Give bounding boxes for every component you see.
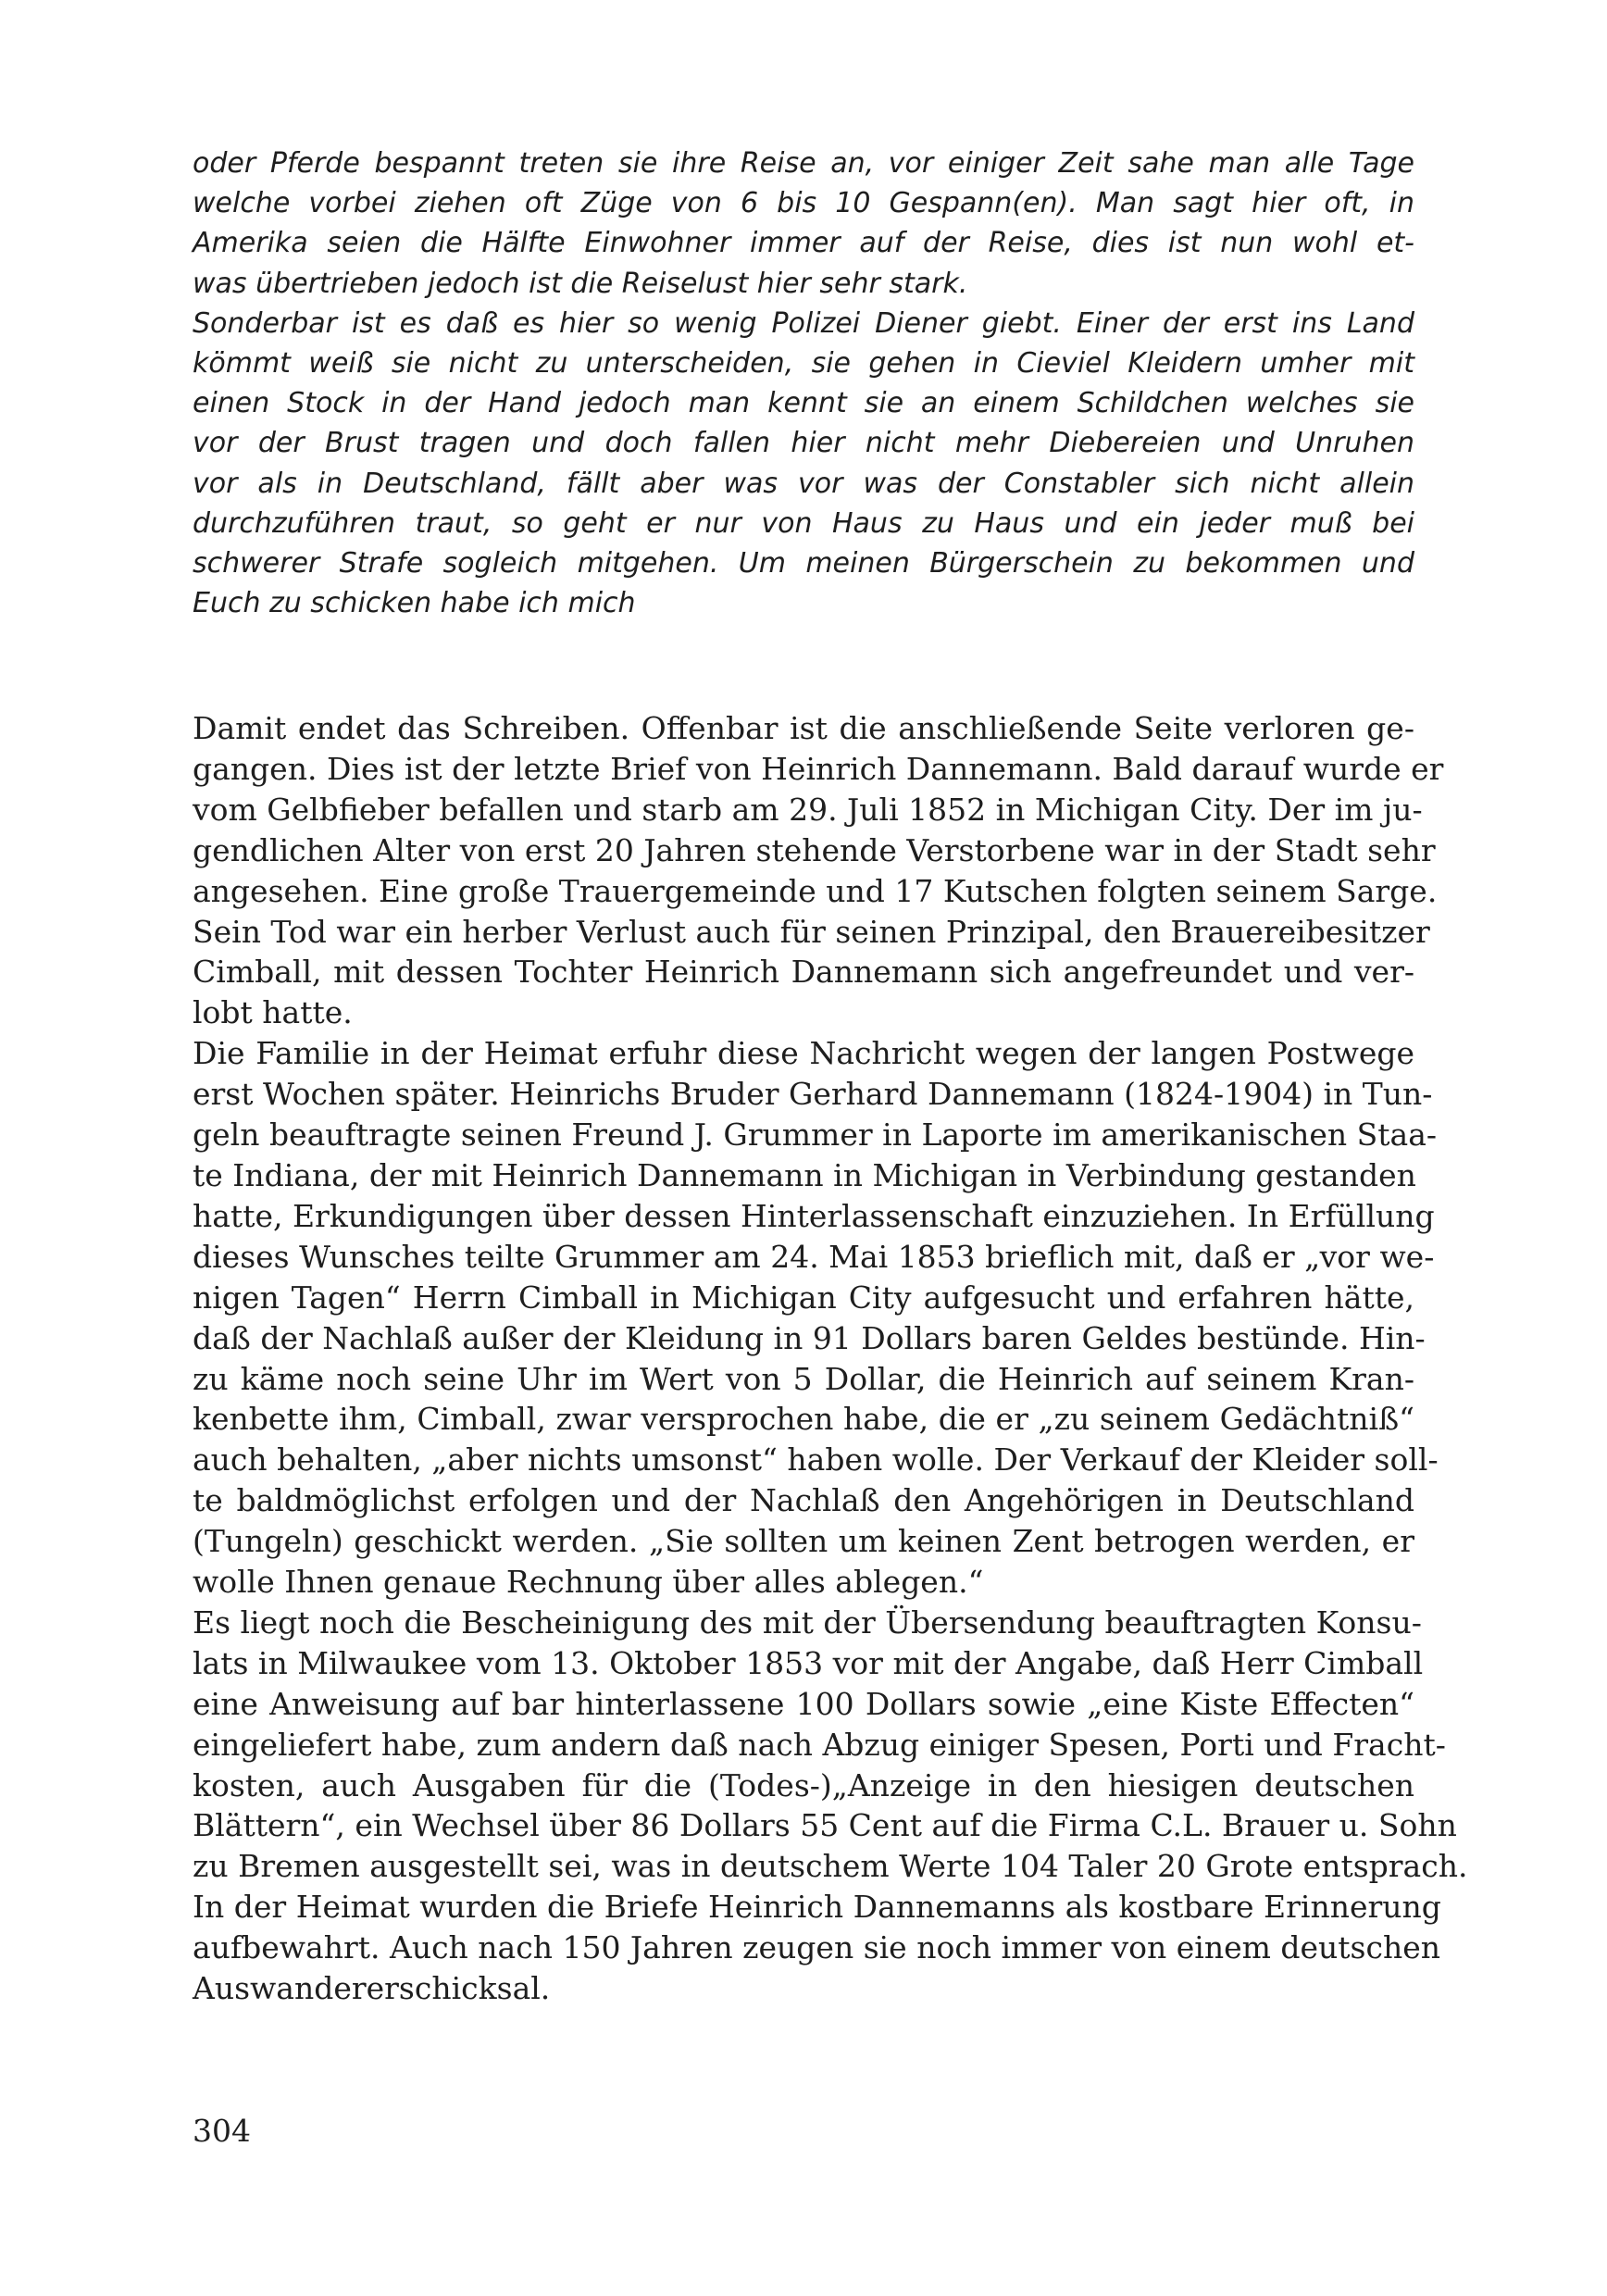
letter-line: schwerer Strafe sogleich mitgehen. Um meinen Bürgerschein zu bekommen und bbox=[193, 547, 1414, 580]
body-line: eingeliefert habe, zum andern daß nach Abzug einiger Spesen, Porti und Fracht- bbox=[193, 1726, 1446, 1763]
body-line: te Indiana, der mit Heinrich Dannemann in Michigan in Verbindung gestanden bbox=[193, 1156, 1416, 1193]
body-line: te baldmöglichst erfolgen und der Nachlaß den Angehörigen in Deutschland bbox=[193, 1482, 1414, 1519]
body-line: Es liegt noch die Bescheinigung des mit der Übersendung beauftragten Konsu- bbox=[193, 1603, 1422, 1641]
body-line: Die Familie in der Heimat erfuhr diese Nachricht wegen der langen Postwege bbox=[193, 1035, 1414, 1072]
body-line: wolle Ihnen genaue Rechnung über alles ablegen.“ bbox=[193, 1564, 984, 1601]
body-line: auch behalten, „aber nichts umsonst“ haben wolle. Der Verkauf der Kleider soll- bbox=[193, 1441, 1439, 1479]
letter-line: welche vorbei ziehen oft Züge von 6 bis 10 Gespann(en). Man sagt hier oft, in bbox=[193, 187, 1414, 220]
body-line: Cimball, mit dessen Tochter Heinrich Dannemann sich angefreundet und ver- bbox=[193, 954, 1414, 991]
body-line: daß der Nachlaß außer der Kleidung in 91 Dollars baren Geldes bestünde. Hin- bbox=[193, 1319, 1426, 1356]
letter-line: kömmt weiß sie nicht zu unterscheiden, sie gehen in Cieviel Kleidern umher mit bbox=[193, 347, 1414, 381]
body-line: erst Wochen später. Heinrichs Bruder Gerhard Dannemann (1824-1904) in Tun- bbox=[193, 1076, 1433, 1113]
body-line: lobt hatte. bbox=[193, 994, 353, 1031]
body-line: Sein Tod war ein herber Verlust auch für seinen Prinzipal, den Brauereibesitzer bbox=[193, 913, 1430, 950]
letter-line: was übertrieben jedoch ist die Reiselust hier sehr stark. bbox=[193, 267, 968, 300]
body-line: In der Heimat wurden die Briefe Heinrich Dannemanns als kostbare Erinnerung bbox=[193, 1889, 1441, 1926]
body-line: nigen Tagen“ Herrn Cimball in Michigan City aufgesucht und erfahren hätte, bbox=[193, 1279, 1414, 1316]
letter-line: vor als in Deutschland, fällt aber was vor was der Constabler sich nicht allein bbox=[193, 467, 1414, 500]
body-line: geln beauftragte seinen Freund J. Grummer in Laporte im amerikanischen Staa- bbox=[193, 1117, 1438, 1154]
body-line: Damit endet das Schreiben. Offenbar ist die anschließende Seite verloren ge- bbox=[193, 710, 1414, 746]
body-line: hatte, Erkundigungen über dessen Hinterlassenschaft einzuziehen. In Erfüllung bbox=[193, 1197, 1435, 1234]
body-text bbox=[193, 708, 1468, 2009]
letter-excerpt bbox=[193, 144, 1414, 623]
body-line: lats in Milwaukee vom 13. Oktober 1853 vor mit der Angabe, daß Herr Cimball bbox=[193, 1644, 1424, 1681]
body-line: Blättern“, ein Wechsel über 86 Dollars 55 Cent auf die Firma C.L. Brauer u. Sohn bbox=[193, 1807, 1457, 1844]
body-line: kosten, auch Ausgaben für die (Todes-)„Anzeige in den hiesigen deutschen bbox=[193, 1766, 1414, 1803]
body-line: eine Anweisung auf bar hinterlassene 100 Dollars sowie „eine Kiste Effecten“ bbox=[193, 1685, 1414, 1722]
body-line: vom Gelbfieber befallen und starb am 29. Juli 1852 in Michigan City. Der im ju- bbox=[193, 791, 1423, 828]
body-line: zu Bremen ausgestellt sei, was in deutschem Werte 104 Taler 20 Grote entsprach. bbox=[193, 1848, 1468, 1885]
letter-line: Amerika seien die Hälfte Einwohner immer auf der Reise, dies ist nun wohl et- bbox=[193, 227, 1414, 260]
body-line: Auswandererschicksal. bbox=[193, 1970, 551, 2007]
body-line: gendlichen Alter von erst 20 Jahren stehende Verstorbene war in der Stadt sehr bbox=[193, 831, 1436, 868]
body-line: angesehen. Eine große Trauergemeinde und 17 Kutschen folgten seinem Sarge. bbox=[193, 872, 1438, 909]
letter-line: durchzuführen traut, so geht er nur von Haus zu Haus und ein jeder muß bei bbox=[193, 506, 1414, 540]
letter-line: einen Stock in der Hand jedoch man kennt sie an einem Schildchen welches sie bbox=[193, 387, 1414, 420]
letter-line: oder Pferde bespannt treten sie ihre Reise an, vor einiger Zeit sahe man alle Tage bbox=[193, 147, 1414, 180]
page-number: 304 bbox=[193, 2113, 251, 2149]
body-line: kenbette ihm, Cimball, zwar versprochen habe, die er „zu seinem Gedächtniß“ bbox=[193, 1401, 1414, 1438]
body-line: dieses Wunsches teilte Grummer am 24. Mai 1853 brieflich mit, daß er „vor we- bbox=[193, 1238, 1435, 1275]
body-line: (Tungeln) geschickt werden. „Sie sollten um keinen Zent betrogen werden, er bbox=[193, 1523, 1414, 1560]
body-line: aufbewahrt. Auch nach 150 Jahren zeugen sie noch immer von einem deutschen bbox=[193, 1929, 1441, 1966]
body-line: gangen. Dies ist der letzte Brief von Heinrich Dannemann. Bald darauf wurde er bbox=[193, 750, 1444, 787]
letter-line: Euch zu schicken habe ich mich bbox=[193, 587, 636, 620]
body-line: zu käme noch seine Uhr im Wert von 5 Dollar, die Heinrich auf seinem Kran- bbox=[193, 1360, 1414, 1397]
letter-line: Sonderbar ist es daß es hier so wenig Polizei Diener giebt. Einer der erst ins Land bbox=[193, 306, 1414, 340]
letter-line: vor der Brust tragen und doch fallen hier nicht mehr Diebereien und Unruhen bbox=[193, 427, 1414, 460]
